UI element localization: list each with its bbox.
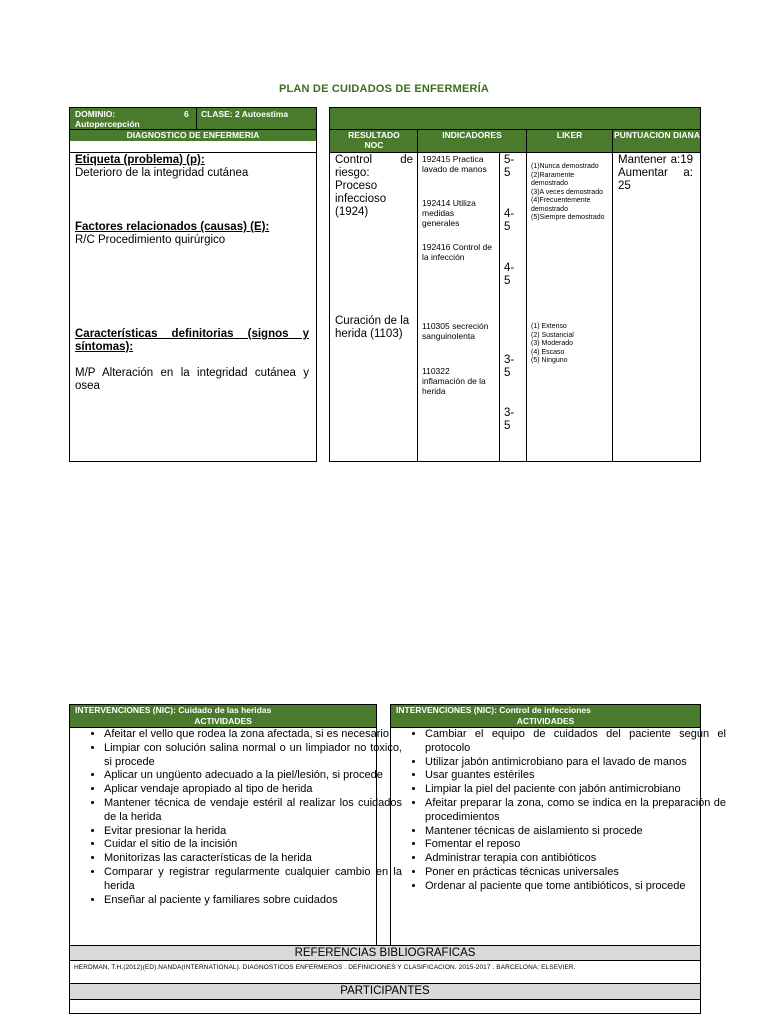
nic-left-header: INTERVENCIONES (NIC): Cuidado de las heridas bbox=[75, 705, 272, 715]
indicador-110305: 110305 secreción sanguinolenta bbox=[422, 321, 489, 341]
list-item: • Ordenar al paciente que tome antibióticos, si procede bbox=[425, 880, 734, 894]
score: 5-5 bbox=[504, 154, 515, 179]
caracteristicas-text: M/P Alteración en la integridad cutánea y osea bbox=[75, 367, 309, 392]
score: 4-5 bbox=[504, 208, 515, 233]
page-title: PLAN DE CUIDADOS DE ENFERMERÍA bbox=[278, 83, 490, 95]
nic-right-actividades: ACTIVIDADES bbox=[516, 716, 575, 726]
indicador-192416: 192416 Control de la infección bbox=[422, 242, 492, 262]
liker-item: (1)Nunca demostrado bbox=[531, 163, 599, 170]
liker-item: (2) Sustancial bbox=[531, 331, 574, 339]
dominio-name: Autopercepción bbox=[75, 119, 140, 129]
references-text: HERDMAN, T.H.(2012)(ED).NANDA(INTERNATIONAL). DIAGNOSTICOS ENFERMEROS . DEFINICIONES Y CLASIFICACION. 2015-2017 . BARCELONA; ELSEVIER. bbox=[74, 964, 576, 971]
liker-item: (1) Extenso bbox=[531, 323, 567, 330]
references-title: REFERENCIAS BIBLIOGRAFICAS bbox=[70, 946, 700, 960]
list-item: • Limpiar la piel del paciente con jabón antimicrobiano bbox=[425, 783, 734, 797]
score: 4-5 bbox=[504, 262, 515, 287]
dominio-label: DOMINIO: bbox=[75, 109, 116, 119]
liker-header: LIKER bbox=[556, 130, 583, 140]
list-item: • Evitar presionar la herida bbox=[104, 825, 410, 839]
list-item: • Cambiar el equipo de cuidados del paciente según el protocolo bbox=[425, 728, 734, 756]
list-item: • Mantener técnicas de aislamiento si procede bbox=[425, 825, 734, 839]
list-item: • Fomentar el reposo bbox=[425, 838, 734, 852]
factores-text: R/C Procedimiento quirúrgico bbox=[75, 234, 226, 246]
participants-title: PARTICIPANTES bbox=[70, 984, 700, 999]
liker-scale-2 bbox=[531, 323, 611, 366]
list-item: • Afeitar el vello que rodea la zona afectada, si es necesario bbox=[104, 728, 410, 742]
indicadores-header: INDICADORES bbox=[442, 130, 502, 140]
indicador-192414: 192414 Utiliza medidas generales bbox=[422, 198, 476, 228]
liker-item: (4)Frecuentemente demostrado bbox=[531, 197, 591, 213]
dominio-number: 6 bbox=[184, 109, 189, 119]
score: 3-5 bbox=[504, 354, 515, 379]
diagnosis-table bbox=[69, 107, 317, 462]
list-item: • Monitorizas las características de la herida bbox=[104, 852, 410, 866]
list-item: • Afeitar preparar la zona, como se indica en la preparación de procedimientos bbox=[425, 797, 734, 825]
nic-right-list bbox=[391, 728, 734, 894]
liker-item: (2)Raramente demostrado bbox=[531, 171, 575, 187]
liker-item: (5)Siempre demostrado bbox=[531, 214, 605, 221]
liker-item: (3)A veces demostrado bbox=[531, 188, 603, 196]
puntuacion-header: PUNTUACION DIANA bbox=[614, 130, 700, 140]
list-item: • Utilizar jabón antimicrobiano para el lavado de manos bbox=[425, 756, 734, 770]
list-item: • Enseñar al paciente y familiares sobre cuidados bbox=[104, 894, 410, 908]
puntuacion-diana: Mantener a:19 Aumentar a: 25 bbox=[618, 154, 693, 192]
nic-cuidado-heridas bbox=[69, 704, 402, 946]
etiqueta-label: Etiqueta (problema) (p): bbox=[75, 154, 205, 166]
references-section bbox=[69, 945, 701, 1014]
liker-scale-1 bbox=[531, 163, 611, 223]
list-item: • Aplicar vendaje apropiado al tipo de herida bbox=[104, 783, 410, 797]
indicador-110322: 110322 inflamación de la herida bbox=[422, 366, 486, 396]
nic-control-infecciones bbox=[390, 704, 726, 946]
score: 3-5 bbox=[504, 407, 515, 432]
list-item: • Aplicar un ungüento adecuado a la piel/lesión, si procede bbox=[104, 769, 410, 783]
caracteristicas-label: Características definitorias (signos y síntomas): bbox=[75, 328, 309, 353]
nic-right-header: INTERVENCIONES (NIC): Control de infecciones bbox=[396, 705, 591, 715]
indicador-192415: 192415 Practica lavado de manos bbox=[422, 154, 487, 174]
noc-curacion-herida: Curación de la herida (1103) bbox=[335, 315, 410, 340]
resultado-noc-header: RESULTADO NOC bbox=[348, 130, 400, 150]
list-item: • Mantener técnica de vendaje estéril al realizar los cuidados de la herida bbox=[104, 797, 410, 825]
liker-item: (4) Escaso bbox=[531, 348, 565, 356]
nic-left-list bbox=[70, 728, 410, 907]
diagnosis-header: DIAGNOSTICO DE ENFERMERIA bbox=[70, 129, 316, 141]
liker-item: (3) Moderado bbox=[531, 340, 574, 347]
list-item: • Poner en prácticas técnicas universales bbox=[425, 866, 734, 880]
list-item: • Administrar terapia con antibióticos bbox=[425, 852, 734, 866]
factores-label: Factores relacionados (causas) (E): bbox=[75, 221, 270, 233]
list-item: • Cuidar el sitio de la incisión bbox=[104, 838, 410, 852]
noc-table bbox=[329, 107, 701, 462]
list-item: • Comparar y registrar regularmente cualquier cambio en la herida bbox=[104, 866, 410, 894]
etiqueta-text: Deterioro de la integridad cutánea bbox=[75, 167, 249, 179]
list-item: • Usar guantes estériles bbox=[425, 769, 734, 783]
nic-left-actividades: ACTIVIDADES bbox=[194, 716, 252, 726]
clase-label: CLASE: 2 Autoestima bbox=[201, 109, 289, 119]
noc-control-riesgo: Control de riesgo: Proceso infeccioso (1924) bbox=[335, 154, 413, 218]
liker-item: (5) Ninguno bbox=[531, 357, 568, 364]
dominio-header bbox=[70, 108, 316, 129]
list-item: • Limpiar con solución salina normal o un limpiador no toxico, si procede bbox=[104, 742, 410, 770]
